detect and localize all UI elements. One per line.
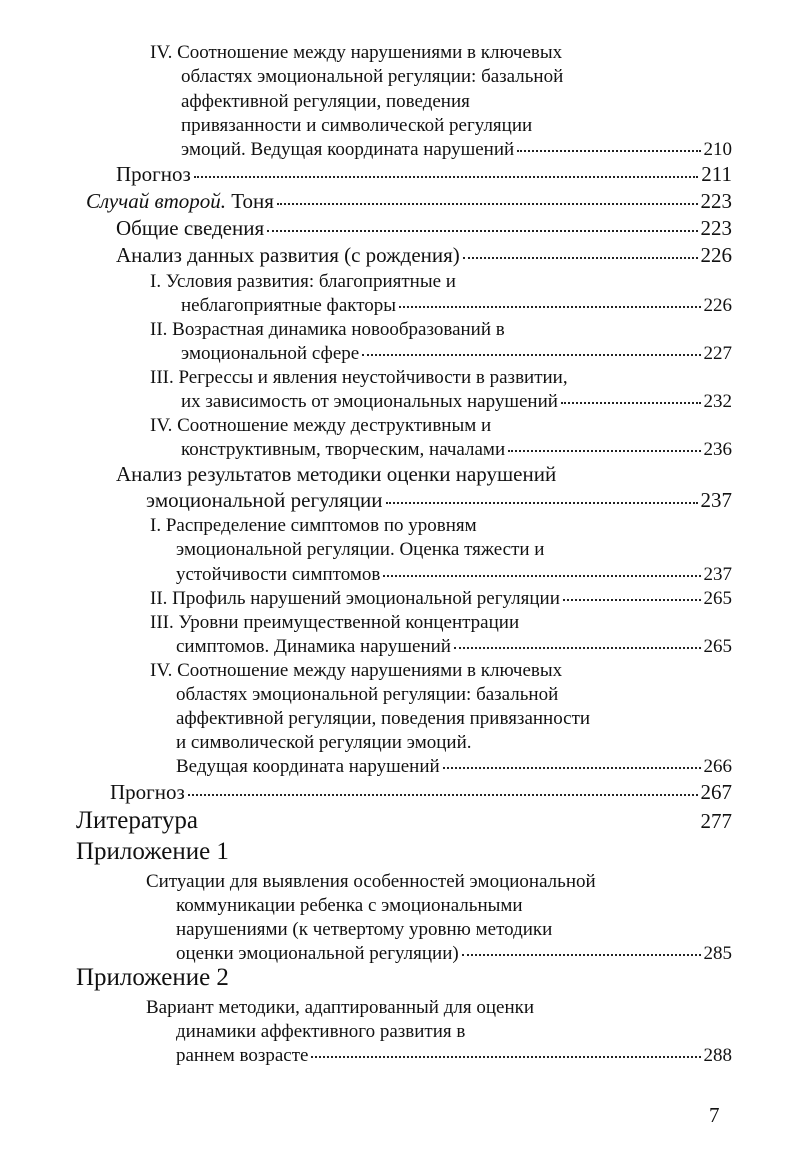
leader-dots — [383, 575, 700, 577]
toc-page-number: 223 — [700, 216, 732, 240]
toc-page-number: 210 — [703, 139, 732, 160]
toc-entry[interactable] — [176, 944, 732, 963]
toc-line: динамики аффективного развития в — [176, 1021, 466, 1042]
toc-entry-title: раннем возрасте — [176, 1045, 309, 1066]
leader-dots — [362, 354, 700, 356]
toc-entry-method[interactable] — [146, 490, 732, 511]
toc-entry-title: эмоциональной сфере — [181, 343, 360, 364]
toc-line: I. Условия развития: благоприятные и — [150, 271, 456, 292]
toc-line: III. Уровни преимущественной концентрации — [150, 612, 520, 633]
toc-page-number: 226 — [703, 295, 732, 316]
toc-entry-title: их зависимость от эмоциональных нарушений — [181, 391, 558, 412]
toc-entry[interactable] — [181, 392, 732, 411]
toc-page-number: 237 — [700, 488, 732, 512]
leader-dots — [517, 150, 700, 152]
toc-entry[interactable] — [176, 1046, 732, 1065]
leader-dots — [311, 1056, 700, 1058]
toc-entry-prognoz-1[interactable] — [116, 164, 732, 185]
toc-entry-literature[interactable] — [76, 808, 732, 833]
leader-dots — [563, 599, 701, 601]
toc-entry-prognoz-2[interactable] — [110, 782, 732, 803]
leader-dots — [561, 402, 701, 404]
toc-line: Анализ результатов методики оценки нарушений — [116, 462, 557, 486]
toc-page-number: 277 — [700, 809, 732, 833]
toc-page-number: 237 — [703, 564, 732, 585]
toc-entry-case-two[interactable] — [86, 191, 732, 212]
leader-dots — [462, 954, 701, 956]
toc-page-number: 265 — [703, 636, 732, 657]
case-name: Тоня — [226, 189, 274, 213]
toc-entry-title: Общие сведения — [116, 216, 265, 240]
case-label: Случай второй. — [86, 189, 227, 213]
toc-entry[interactable] — [176, 757, 732, 776]
toc-line: областях эмоциональной регуляции: базальной — [176, 684, 559, 705]
toc-entry-title: симптомов. Динамика нарушений — [176, 636, 451, 657]
toc-line: областях эмоциональной регуляции: базальной — [181, 66, 564, 87]
toc-line: и символической регуляции эмоций. — [176, 732, 472, 753]
toc-entry-title: неблагоприятные факторы — [181, 295, 397, 316]
leader-dots — [188, 794, 698, 796]
leader-dots — [194, 176, 698, 178]
leader-dots — [277, 203, 698, 205]
toc-line: коммуникации ребенка с эмоциональными — [176, 895, 523, 916]
toc-page-number: 285 — [703, 943, 732, 964]
toc-line: аффективной регуляции, поведения — [181, 91, 470, 112]
toc-line: IV. Соотношение между нарушениями в ключевых — [150, 660, 563, 681]
toc-page-number: 223 — [700, 189, 732, 213]
toc-entry[interactable] — [150, 589, 732, 608]
toc-page-number: 236 — [703, 439, 732, 460]
toc-entry-title — [86, 191, 274, 212]
toc-entry[interactable] — [181, 140, 732, 159]
toc-entry[interactable] — [176, 565, 732, 584]
toc-entry-title: Ведущая координата нарушений — [176, 756, 440, 777]
toc-entry[interactable] — [181, 344, 732, 363]
toc-page-number: 267 — [700, 780, 732, 804]
toc-entry-title: эмоций. Ведущая координата нарушений — [181, 139, 515, 160]
toc-entry[interactable] — [181, 296, 732, 315]
leader-dots — [443, 767, 701, 769]
toc-entry[interactable] — [181, 440, 732, 459]
toc-entry-title: оценки эмоциональной регуляции) — [176, 943, 459, 964]
toc-page-number: 211 — [701, 162, 732, 186]
toc-entry-title: Прогноз — [110, 780, 185, 804]
toc-line: нарушениями (к четвертому уровню методики — [176, 919, 553, 940]
toc-entry-development[interactable] — [116, 245, 732, 266]
appendix-1-title[interactable]: Приложение 1 — [76, 838, 229, 865]
toc-entry-title: конструктивным, творческим, началами — [181, 439, 506, 460]
toc-page-number: 232 — [703, 391, 732, 412]
toc-entry-general[interactable] — [116, 218, 732, 239]
toc-page-number: 265 — [703, 588, 732, 609]
appendix-2-title[interactable]: Приложение 2 — [76, 964, 229, 991]
toc-page-number: 227 — [703, 343, 732, 364]
toc-entry-title: Анализ данных развития (с рождения) — [116, 243, 460, 267]
toc-line: аффективной регуляции, поведения привязанности — [176, 708, 591, 729]
leader-dots — [267, 230, 697, 232]
toc-entry-title: эмоциональной регуляции — [146, 488, 383, 512]
toc-page-number: 288 — [703, 1045, 732, 1066]
toc-entry-title: Литература — [76, 807, 198, 834]
toc-line: Ситуации для выявления особенностей эмоциональной — [146, 871, 596, 892]
leader-dots — [386, 502, 698, 504]
leader-dots — [508, 450, 700, 452]
leader-dots — [454, 647, 701, 649]
toc-page-number: 226 — [700, 243, 732, 267]
toc-page-number: 266 — [703, 756, 732, 777]
toc-line: привязанности и символической регуляции — [181, 115, 533, 136]
toc-entry-title: Прогноз — [116, 162, 191, 186]
toc-entry[interactable] — [176, 637, 732, 656]
leader-dots — [399, 306, 700, 308]
toc-line: I. Распределение симптомов по уровням — [150, 515, 477, 536]
toc-line: IV. Соотношение между деструктивным и — [150, 415, 492, 436]
page-number: 7 — [709, 1103, 720, 1127]
toc-line: IV. Соотношение между нарушениями в ключевых — [150, 42, 563, 63]
toc-line: Вариант методики, адаптированный для оценки — [146, 997, 535, 1018]
toc-entry-title: II. Профиль нарушений эмоциональной регуляции — [150, 588, 560, 609]
leader-dots — [463, 257, 698, 259]
toc-line: III. Регрессы и явления неустойчивости в развитии, — [150, 367, 568, 388]
toc-line: II. Возрастная динамика новообразований в — [150, 319, 505, 340]
toc-line: эмоциональной регуляции. Оценка тяжести и — [176, 539, 545, 560]
toc-entry-title: устойчивости симптомов — [176, 564, 381, 585]
